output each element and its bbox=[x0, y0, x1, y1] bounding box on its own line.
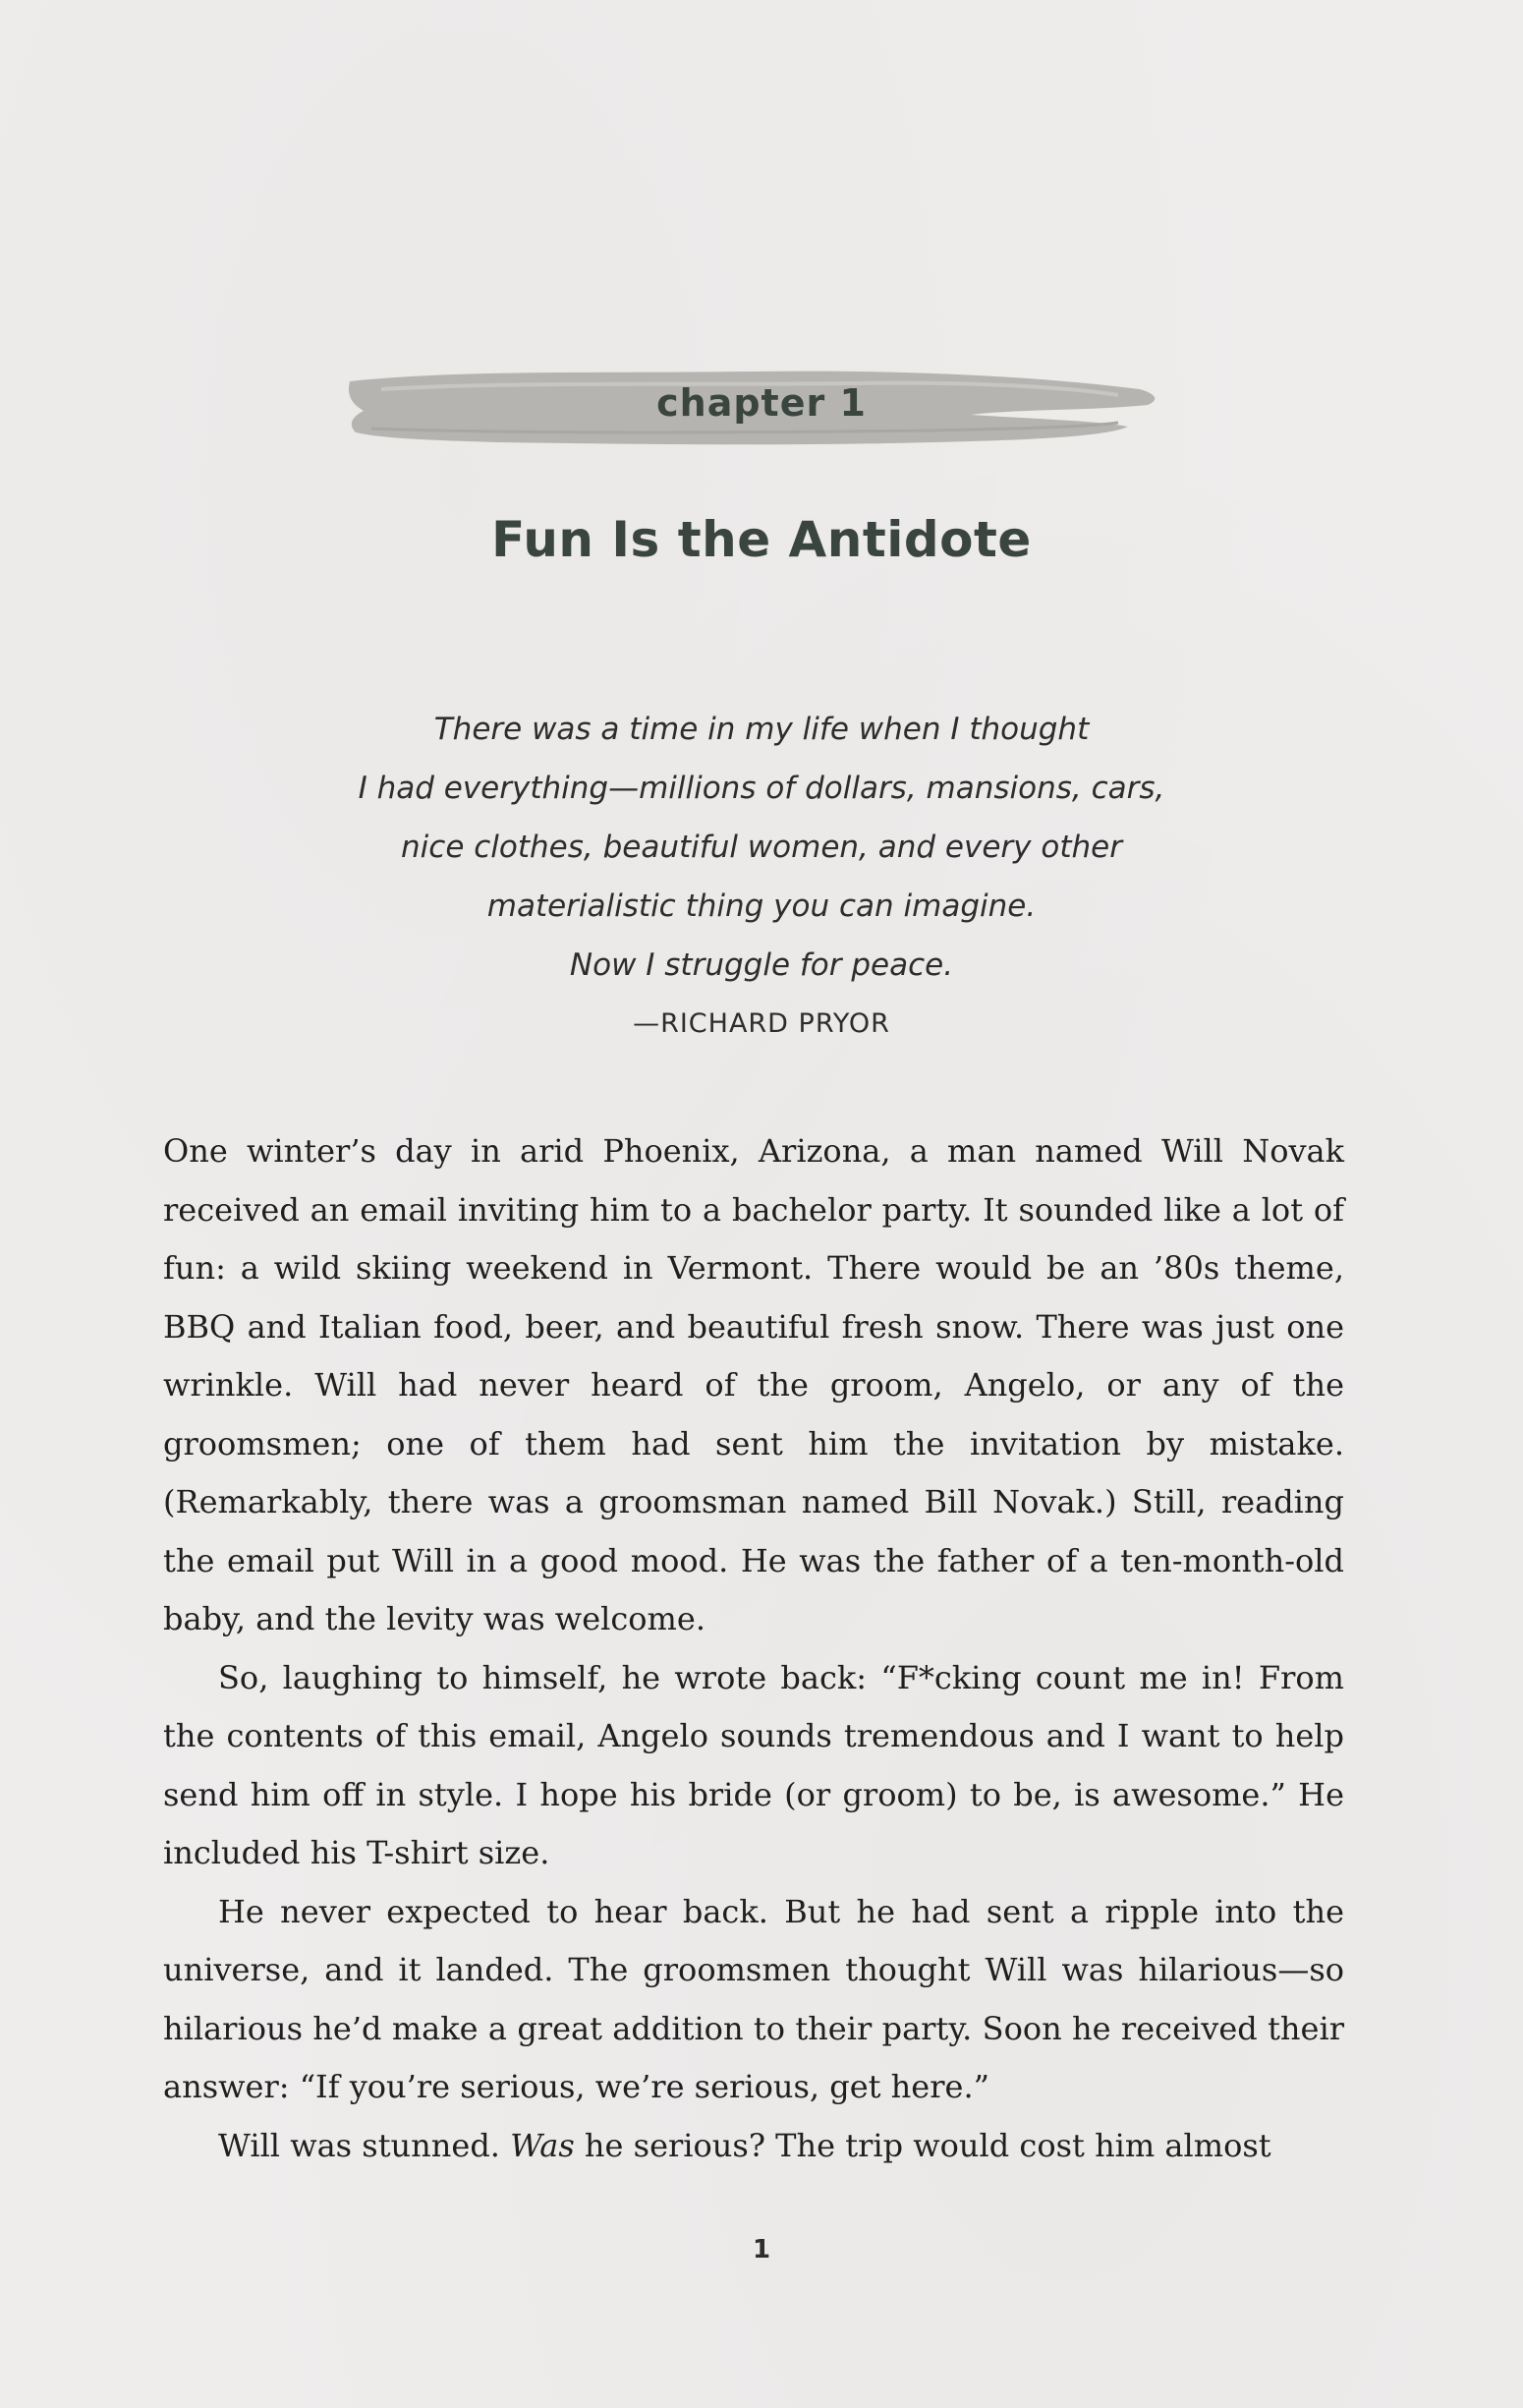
paragraph: He never expected to hear back. But he had sent a ripple into the universe, and it landed. The groomsmen thought Will was hilarious—so hilarious he’d make a great addition to their party. Soon he received their answer: “If you’re serious, we’re serious, get here.” bbox=[163, 1892, 1344, 2105]
chapter-number: chapter 1 bbox=[656, 381, 867, 425]
body-text bbox=[163, 1122, 1344, 2175]
epigraph-line: There was a time in my life when I thought bbox=[433, 712, 1090, 747]
chapter-title: Fun Is the Antidote bbox=[491, 511, 1032, 568]
epigraph-line: materialistic thing you can imagine. bbox=[486, 889, 1037, 924]
epigraph-attribution: —RICHARD PRYOR bbox=[633, 1008, 890, 1039]
epigraph bbox=[0, 700, 1523, 1054]
epigraph-line: Now I struggle for peace. bbox=[569, 947, 954, 983]
emphasized-word: Was bbox=[510, 2126, 575, 2164]
paragraph-text: Will was stunned. bbox=[218, 2126, 511, 2164]
epigraph-line: nice clothes, beautiful women, and every other bbox=[401, 830, 1122, 865]
paragraph: One winter’s day in arid Phoenix, Arizona, a man named Will Novak received an email inviting him to a bachelor party. It sounded like a lot of fun: a wild skiing weekend in Vermont. There would be an ’80s theme, BBQ and Italian food, beer, and beautiful fresh snow. There was just one wrinkle. Will had never heard of the groom, Angelo, or any of the groomsmen; one of them had sent him the invitation by mistake. (Remarkably, there was a groomsman named Bill Novak.) Still, reading the email put Will in a good mood. He was the father of a ten-month-old baby, and the levity was welcome. bbox=[163, 1132, 1344, 1637]
paragraph: So, laughing to himself, he wrote back: “F*cking count me in! From the contents of this email, Angelo sounds tremendous and I want to help send him off in style. I hope his bride (or groom) to be, is awesome.” He included his T-shirt size. bbox=[163, 1658, 1344, 1871]
epigraph-line: I had everything—millions of dollars, mansions, cars, bbox=[358, 771, 1165, 806]
page-number: 1 bbox=[752, 2235, 771, 2265]
paragraph-text: he serious? The trip would cost him almost bbox=[574, 2126, 1271, 2164]
paragraph bbox=[163, 2117, 1344, 2176]
